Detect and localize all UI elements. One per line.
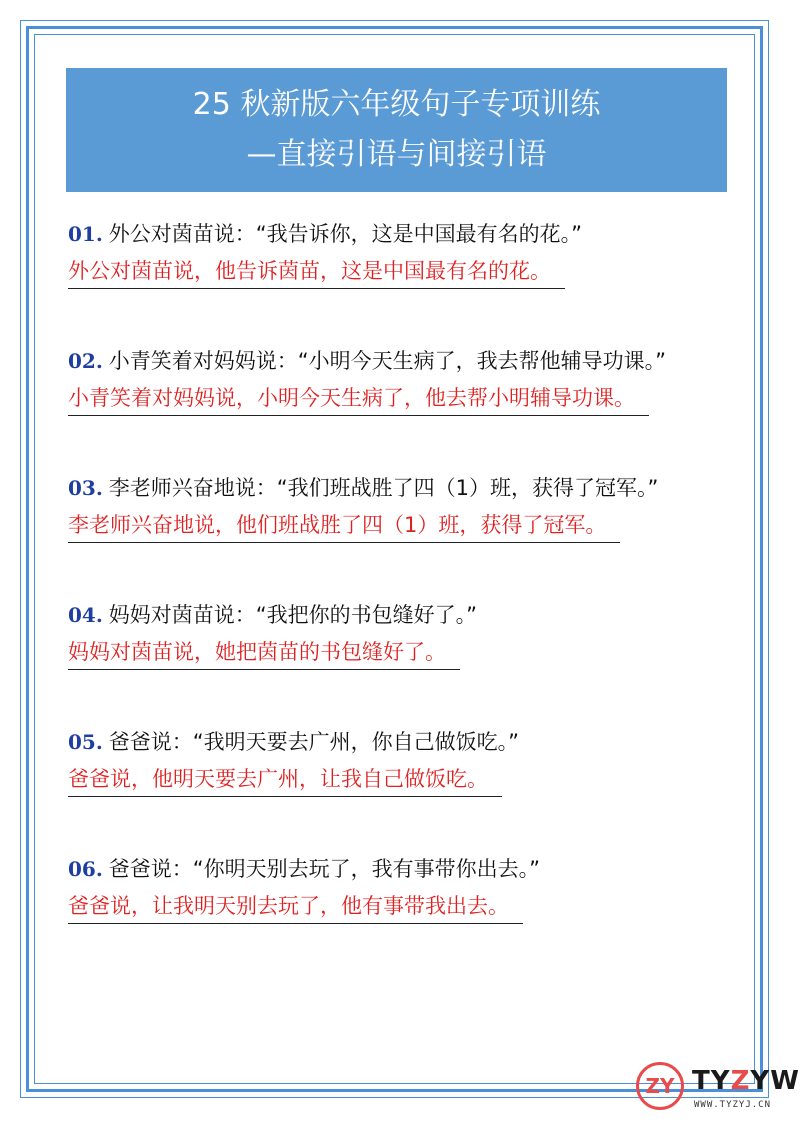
answer-text: 妈妈对茵苗说，她把茵苗的书包缝好了。 (68, 635, 460, 670)
question-number: 04. (68, 603, 103, 627)
site-logo (636, 1056, 800, 1116)
title-banner (66, 68, 727, 192)
question-number: 01. (68, 222, 103, 246)
question-text: 李老师兴奋地说：“我们班战胜了四（1）班，获得了冠军。” (108, 476, 659, 500)
logo-url: WWW.TYZYJ.CN (694, 1100, 772, 1110)
question-text: 小青笑着对妈妈说：“小明今天生病了，我去帮他辅导功课。” (108, 349, 667, 373)
question-number: 06. (68, 857, 103, 881)
question (68, 468, 728, 508)
question-text: 外公对茵苗说：“我告诉你，这是中国最有名的花。” (108, 222, 583, 246)
question-number: 05. (68, 730, 103, 754)
exercise-item (68, 849, 728, 924)
question-text: 爸爸说：“我明天要去广州，你自己做饭吃。” (108, 730, 520, 754)
exercise-item (68, 595, 728, 670)
question (68, 722, 728, 762)
question (68, 341, 728, 381)
question-text: 妈妈对茵苗说：“我把你的书包缝好了。” (108, 603, 478, 627)
answer-text: 李老师兴奋地说，他们班战胜了四（1）班，获得了冠军。 (68, 508, 620, 543)
answer-text: 小青笑着对妈妈说，小明今天生病了，他去帮小明辅导功课。 (68, 381, 649, 416)
logo-brand-part: TY (692, 1066, 731, 1096)
question-number: 02. (68, 349, 103, 373)
question (68, 214, 728, 254)
question-number: 03. (68, 476, 103, 500)
answer-text: 外公对茵苗说，他告诉茵苗，这是中国最有名的花。 (68, 254, 565, 289)
answer-text: 爸爸说，让我明天别去玩了，他有事带我出去。 (68, 889, 523, 924)
logo-brand-part: Z (730, 1066, 751, 1096)
exercise-item (68, 341, 728, 416)
exercise-item (68, 214, 728, 289)
exercise-list (68, 214, 728, 976)
title-line-1: 25 秋新版六年级句子专项训练 (192, 87, 601, 122)
exercise-item (68, 722, 728, 797)
answer-text: 爸爸说，他明天要去广州，让我自己做饭吃。 (68, 762, 502, 797)
logo-brand (692, 1066, 800, 1096)
exercise-item (68, 468, 728, 543)
logo-mark-icon: ZY (636, 1062, 684, 1110)
question (68, 849, 728, 889)
logo-brand-part: YW (750, 1066, 800, 1096)
question (68, 595, 728, 635)
question-text: 爸爸说：“你明天别去玩了，我有事带你出去。” (108, 857, 541, 881)
title-line-2: —直接引语与间接引语 (246, 137, 547, 172)
